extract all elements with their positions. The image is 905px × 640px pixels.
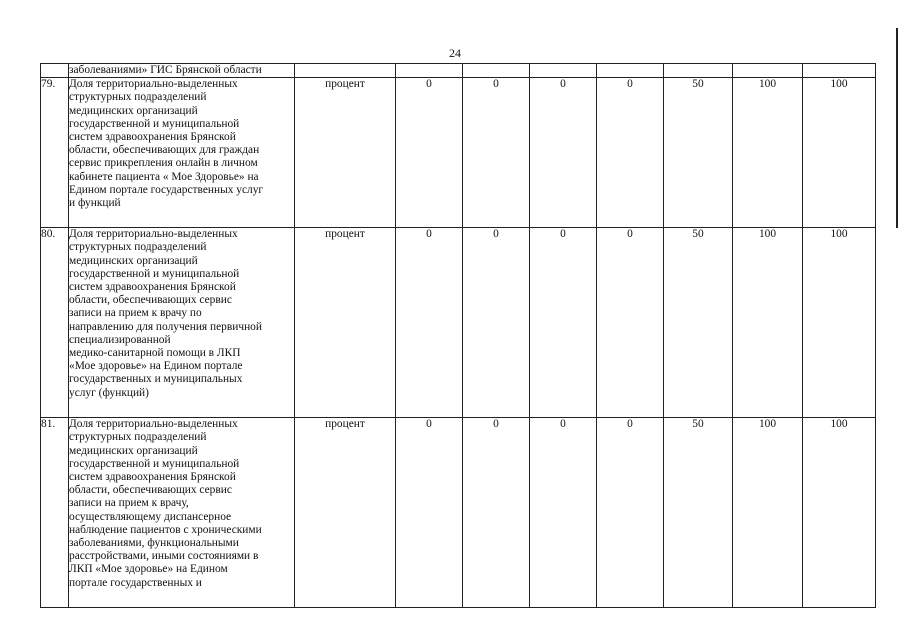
value-cell: 0	[597, 418, 664, 608]
row-number: 79.	[41, 78, 69, 228]
carry-value-cell	[664, 64, 733, 78]
row-number: 80.	[41, 228, 69, 418]
carry-over-row	[41, 64, 876, 78]
value-cell: 0	[396, 78, 463, 228]
table-row-81	[41, 418, 876, 608]
carry-value-cell	[463, 64, 530, 78]
unit-cell: процент	[295, 78, 396, 228]
value-cell: 0	[463, 78, 530, 228]
carry-unit-cell	[295, 64, 396, 78]
value-cell: 100	[733, 78, 803, 228]
value-cell: 0	[396, 418, 463, 608]
indicator-name: Доля территориально-выделенных структурных подразделений медицинских организаций государственной и муниципальной систем здравоохранения Брянской области, обеспечивающих сервис записи на прием к врачу по направлению для получения первичной специализированной медико-санитарной помощи в ЛКП «Мое здоровье» на Едином портале государственных и муниципальных услуг (функций)	[69, 228, 295, 418]
value-cell: 0	[463, 228, 530, 418]
indicators-table	[40, 63, 876, 608]
value-cell: 50	[664, 228, 733, 418]
value-cell: 0	[530, 78, 597, 228]
carry-value-cell	[597, 64, 664, 78]
value-cell: 0	[530, 418, 597, 608]
value-cell: 0	[396, 228, 463, 418]
carry-value-cell	[733, 64, 803, 78]
unit-cell: процент	[295, 228, 396, 418]
value-cell: 100	[733, 228, 803, 418]
carry-value-cell	[396, 64, 463, 78]
value-cell: 0	[597, 228, 664, 418]
value-cell: 100	[733, 418, 803, 608]
scan-edge-line	[896, 28, 898, 228]
value-cell: 100	[803, 78, 876, 228]
value-cell: 50	[664, 418, 733, 608]
indicator-name: Доля территориально-выделенных структурных подразделений медицинских организаций государственной и муниципальной систем здравоохранения Брянской области, обеспечивающих сервис записи на прием к врачу, осуществляющему диспансерное наблюдение пациентов с хроническими заболеваниями, функциональными расстройствами, иными состояниями в ЛКП «Мое здоровье» на Едином портале государственных и	[69, 418, 295, 608]
value-cell: 50	[664, 78, 733, 228]
value-cell: 100	[803, 418, 876, 608]
unit-cell: процент	[295, 418, 396, 608]
carry-value-cell	[803, 64, 876, 78]
table-row-79	[41, 78, 876, 228]
value-cell: 0	[530, 228, 597, 418]
carry-value-cell	[530, 64, 597, 78]
indicator-name: Доля территориально-выделенных структурных подразделений медицинских организаций государственной и муниципальной систем здравоохранения Брянской области, обеспечивающих для граждан сервис прикрепления онлайн в личном кабинете пациента « Мое Здоровье» на Едином портале государственных услуг и функций	[69, 78, 295, 228]
value-cell: 0	[597, 78, 664, 228]
value-cell: 100	[803, 228, 876, 418]
table-row-80	[41, 228, 876, 418]
carry-num-cell	[41, 64, 69, 78]
page-number: 24	[449, 46, 461, 60]
row-number: 81.	[41, 418, 69, 608]
value-cell: 0	[463, 418, 530, 608]
carry-name-cell: заболеваниями» ГИС Брянской области	[69, 64, 295, 78]
